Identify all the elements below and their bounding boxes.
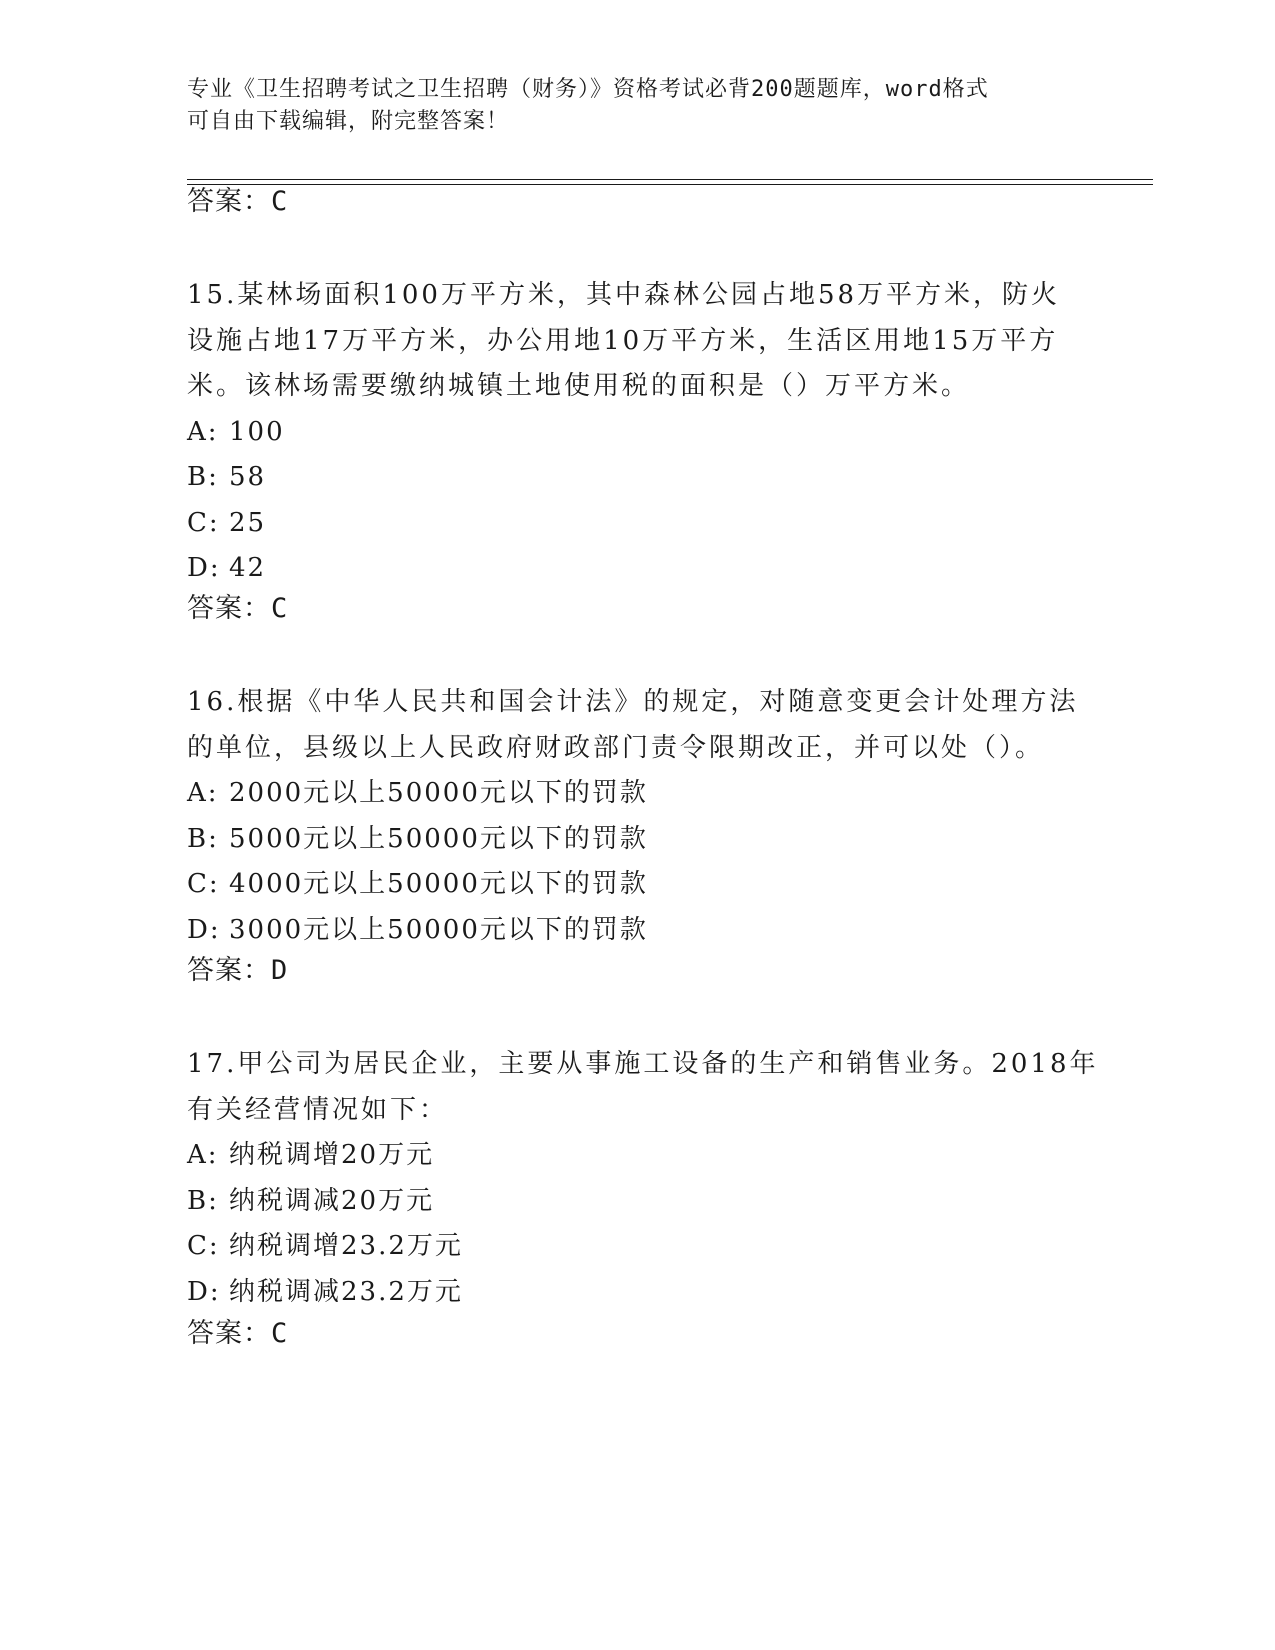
option-d	[187, 546, 1087, 592]
option-text: 42	[229, 553, 267, 583]
question-stem-line: 有关经营情况如下：	[187, 1094, 449, 1125]
option-letter: D:	[187, 1276, 221, 1307]
question-stem-line: 17.甲公司为居民企业，主要从事施工设备的生产和销售业务。2018年	[187, 1049, 1099, 1079]
option-a	[187, 1133, 1087, 1179]
header-divider-top	[187, 179, 1153, 180]
option-d	[187, 1270, 1087, 1316]
option-letter: B:	[187, 462, 219, 492]
option-a	[187, 771, 1087, 817]
header-divider-bottom	[187, 184, 1153, 185]
option-text: 纳税调减23.2万元	[229, 1276, 463, 1307]
option-text: 2000元以上50000元以下的罚款	[229, 778, 648, 808]
question-17	[187, 1042, 1099, 1315]
option-b	[187, 817, 1087, 863]
option-text: 3000元以上50000元以下的罚款	[229, 914, 648, 945]
question-16-answer: 答案：D	[187, 955, 289, 986]
option-letter: C:	[187, 869, 220, 899]
previous-question-answer: 答案：C	[187, 186, 289, 217]
option-b	[187, 1179, 1087, 1225]
option-text: 5000元以上50000元以下的罚款	[229, 823, 648, 854]
question-17-answer: 答案：C	[187, 1318, 289, 1349]
option-letter: C:	[187, 507, 220, 538]
option-text: 25	[229, 507, 267, 538]
option-d	[187, 908, 1087, 954]
question-stem-line: 的单位，县级以上人民政府财政部门责令限期改正，并可以处（）。	[187, 732, 1045, 763]
option-text: 纳税调增23.2万元	[229, 1231, 463, 1261]
option-letter: A:	[187, 778, 219, 808]
option-letter: B:	[187, 1185, 219, 1216]
option-letter: A:	[187, 1140, 219, 1170]
header-title-line-1: 专业《卫生招聘考试之卫生招聘（财务）》资格考试必背200题题库，word格式	[187, 77, 989, 102]
option-c	[187, 1224, 1087, 1270]
option-letter: C:	[187, 1231, 220, 1261]
question-stem-line: 设施占地17万平方米，办公用地10万平方米，生活区用地15万平方	[187, 325, 1059, 356]
option-letter: A:	[187, 416, 219, 447]
question-stem-line: 15.某林场面积100万平方米，其中森林公园占地58万平方米，防火	[187, 280, 1061, 310]
option-letter: D:	[187, 914, 221, 945]
document-header	[187, 74, 1067, 138]
option-letter: D:	[187, 553, 221, 583]
option-text: 纳税调增20万元	[229, 1140, 435, 1170]
option-text: 58	[229, 462, 267, 492]
option-a	[187, 410, 1087, 456]
option-c	[187, 501, 1087, 547]
option-text: 4000元以上50000元以下的罚款	[229, 869, 648, 899]
question-15-answer: 答案：C	[187, 593, 289, 624]
header-title-line-2: 可自由下载编辑，附完整答案！	[187, 109, 510, 134]
question-stem-line: 16.根据《中华人民共和国会计法》的规定，对随意变更会计处理方法	[187, 687, 1079, 717]
option-c	[187, 862, 1087, 908]
question-stem-line: 米。该林场需要缴纳城镇土地使用税的面积是（）万平方米。	[187, 371, 971, 401]
question-15	[187, 273, 1087, 592]
question-16	[187, 680, 1087, 953]
option-text: 纳税调减20万元	[229, 1185, 435, 1216]
option-letter: B:	[187, 823, 219, 854]
option-b	[187, 455, 1087, 501]
option-text: 100	[229, 416, 285, 447]
